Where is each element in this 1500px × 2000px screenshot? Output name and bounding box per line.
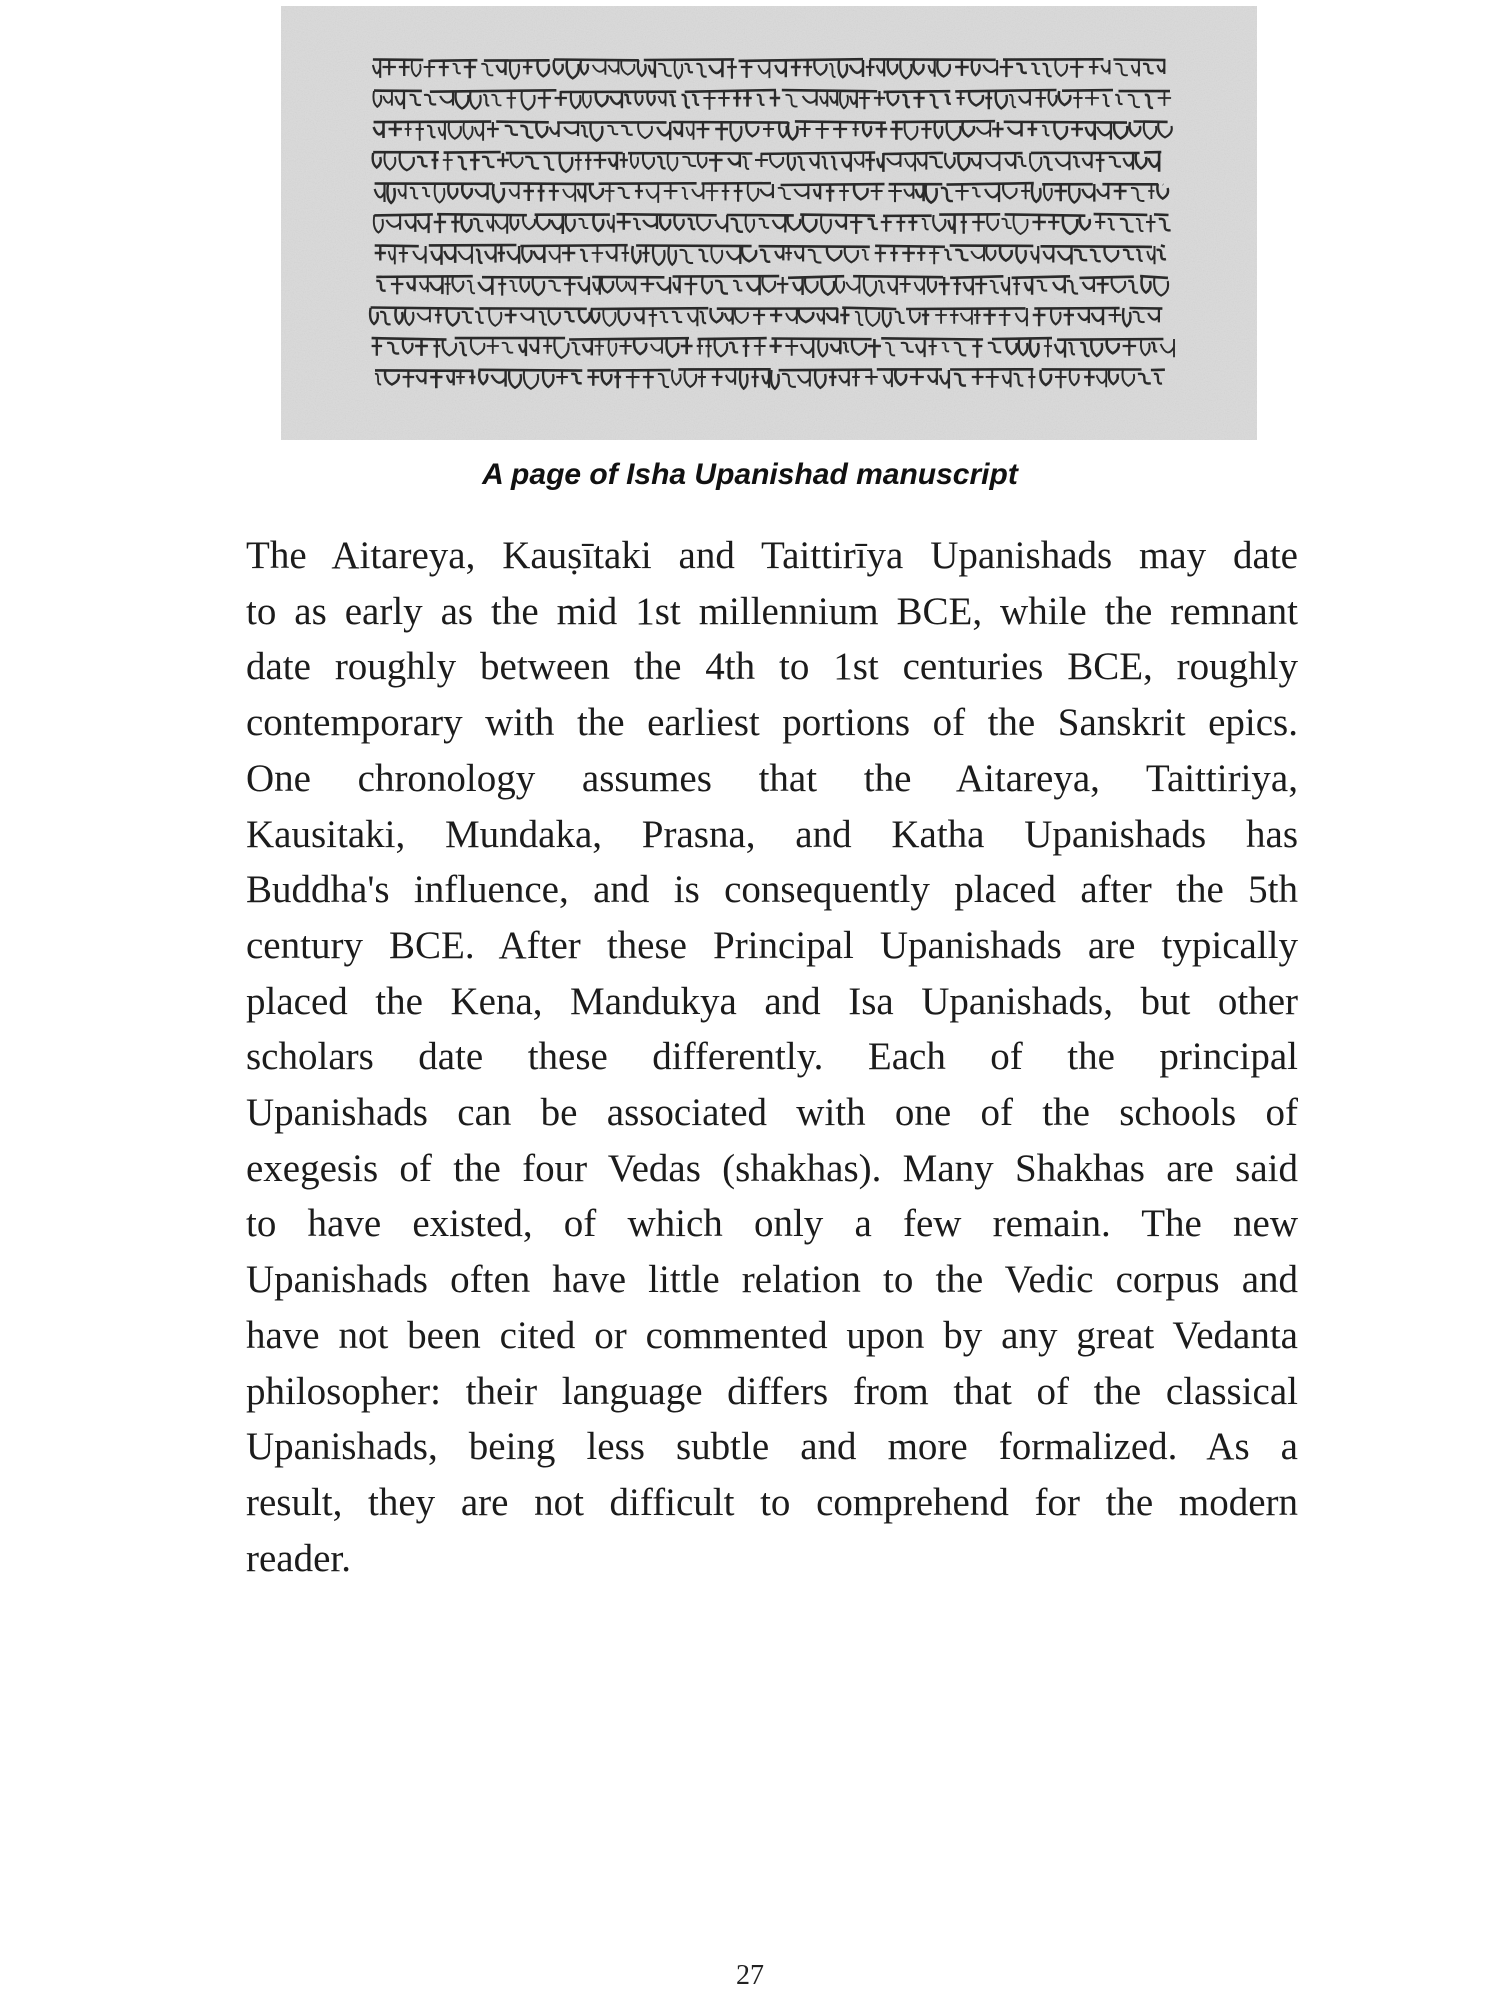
paragraph-line: to have existed, of which only a few remain. The new bbox=[246, 1202, 1298, 1246]
manuscript-stroke bbox=[371, 308, 474, 309]
manuscript-stroke bbox=[496, 122, 549, 123]
paragraph-line: One chronology assumes that the Aitareya, Taittiriya, bbox=[246, 756, 1298, 800]
manuscript-stroke bbox=[906, 308, 1025, 309]
manuscript-stroke bbox=[569, 338, 689, 339]
manuscript-stroke bbox=[591, 308, 708, 309]
manuscript-stroke bbox=[644, 59, 734, 60]
manuscript-stroke bbox=[1079, 277, 1133, 278]
manuscript-stroke bbox=[781, 184, 885, 185]
manuscript-scan bbox=[281, 6, 1257, 440]
manuscript-stroke bbox=[520, 245, 627, 246]
manuscript-stroke bbox=[779, 370, 873, 371]
manuscript-image bbox=[281, 6, 1257, 440]
figure-caption: A page of Isha Upanishad manuscript bbox=[482, 458, 1018, 491]
manuscript-stroke bbox=[500, 183, 594, 184]
manuscript-stroke bbox=[698, 338, 767, 339]
paragraph-line: philosopher: their language differs from that of the classical bbox=[246, 1369, 1298, 1413]
manuscript-stroke bbox=[617, 214, 717, 215]
manuscript-stroke bbox=[853, 276, 943, 277]
paragraph-line: date roughly between the 4th to 1st centuries BCE, roughly bbox=[246, 645, 1298, 689]
manuscript-stroke bbox=[782, 90, 877, 91]
manuscript-stroke bbox=[1012, 276, 1071, 278]
paragraph-line: contemporary with the earliest portions of the Sanskrit epics. bbox=[246, 701, 1298, 745]
paragraph-line: Buddha's influence, and is consequently placed after the 5th bbox=[246, 868, 1298, 912]
manuscript-stroke bbox=[800, 215, 875, 216]
manuscript-stroke bbox=[376, 276, 473, 277]
manuscript-stroke bbox=[430, 90, 557, 91]
manuscript-stroke bbox=[372, 338, 447, 340]
manuscript-stroke bbox=[739, 59, 864, 61]
manuscript-stroke bbox=[992, 338, 1052, 339]
manuscript-stroke bbox=[1062, 90, 1113, 91]
manuscript-stroke bbox=[1154, 214, 1169, 215]
manuscript-stroke bbox=[1161, 245, 1165, 246]
manuscript-stroke bbox=[759, 246, 870, 247]
paragraph-line: The Aitareya, Kauṣītaki and Taittirīya Upanishads may date bbox=[246, 534, 1298, 577]
paragraph-line: Kausitaki, Mundaka, Prasna, and Katha Upanishads has bbox=[246, 812, 1298, 856]
manuscript-stroke bbox=[479, 370, 583, 371]
body-paragraph bbox=[246, 528, 1298, 1586]
manuscript-stroke bbox=[1041, 246, 1153, 247]
paragraph-line: to as early as the mid 1st millennium BCE, while the remnant bbox=[246, 589, 1298, 633]
paragraph-line: have not been cited or commented upon by any great Vedanta bbox=[246, 1313, 1298, 1357]
paragraph-line: Upanishads often have little relation to the Vedic corpus and bbox=[246, 1258, 1298, 1302]
manuscript-stroke bbox=[1130, 308, 1163, 309]
paragraph-line: century BCE. After these Principal Upanishads are typically bbox=[246, 923, 1298, 967]
paragraph-line: Upanishads can be associated with one of the schools of bbox=[246, 1091, 1298, 1135]
manuscript-stroke bbox=[1057, 339, 1163, 340]
manuscript-stroke bbox=[883, 153, 943, 154]
manuscript-stroke bbox=[842, 308, 896, 309]
paragraph-line: reader. bbox=[246, 1536, 352, 1580]
paragraph-line: exegesis of the four Vedas (shakhas). Many Shakhas are said bbox=[246, 1146, 1298, 1190]
paragraph-line: scholars date these differently. Each of the principal bbox=[246, 1035, 1298, 1079]
manuscript-stroke bbox=[947, 183, 1034, 185]
manuscript-stroke bbox=[374, 122, 492, 123]
manuscript-stroke bbox=[685, 90, 776, 92]
paragraph-line: result, they are not difficult to comprehend for the modern bbox=[246, 1480, 1298, 1524]
manuscript-stroke bbox=[1005, 214, 1086, 215]
manuscript-stroke bbox=[444, 152, 501, 153]
manuscript-stroke bbox=[892, 121, 995, 122]
manuscript-stroke bbox=[437, 214, 527, 215]
manuscript-stroke bbox=[772, 339, 872, 340]
manuscript-stroke bbox=[1094, 214, 1148, 215]
page-number: 27 bbox=[736, 1960, 764, 1991]
paragraph-line: placed the Kena, Mandukya and Isa Upanishads, but other bbox=[246, 979, 1298, 1023]
manuscript-stroke bbox=[374, 214, 433, 215]
manuscript-stroke bbox=[884, 91, 951, 92]
paragraph-line: Upanishads, being less subtle and more formalized. As a bbox=[246, 1425, 1298, 1469]
